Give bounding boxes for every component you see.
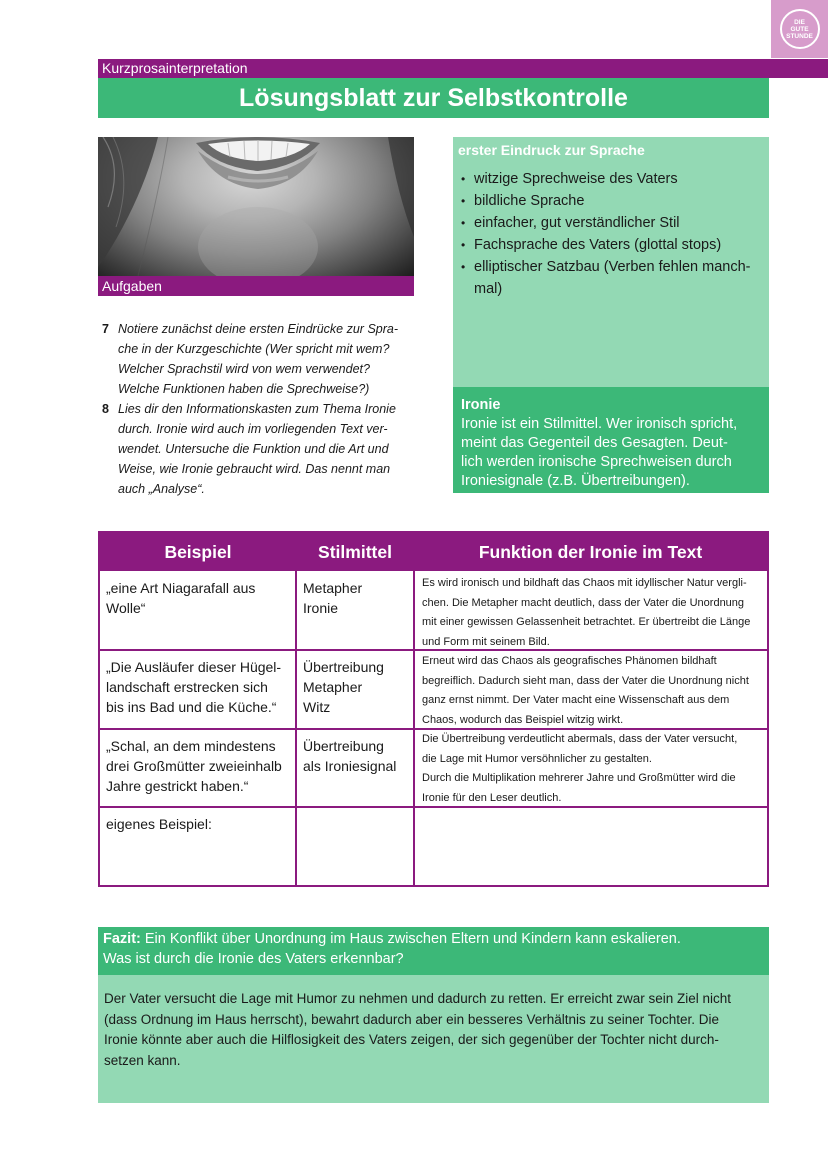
table-cell-device (303, 578, 411, 618)
task-line: Weise, wie Ironie gebraucht wird. Das nennt man (118, 462, 391, 476)
task-line: Lies dir den Informationskasten zum Thema Ironie (118, 402, 396, 416)
cell-line: begreiflich. Dadurch sieht man, dass der Vater die Unordnung nicht (422, 674, 749, 687)
ironie-line: Ironiesignale (z.B. Übertreibungen). (461, 473, 690, 489)
table-cell-device (303, 736, 411, 776)
cell-line: chen. Die Metapher macht deutlich, dass der Vater die Unordnung (422, 596, 745, 609)
logo-line: STUNDE (786, 32, 813, 40)
header-funktion: Funktion der Ironie im Text (478, 542, 703, 562)
task-line: Notiere zunächst deine ersten Eindrücke zur Spra- (118, 322, 399, 336)
fazit-line: Ein Konflikt über Unordnung im Haus zwischen Eltern und Kindern kann eskalieren. (140, 931, 681, 947)
cell-line: Metapher (303, 679, 363, 695)
fazit-question (98, 927, 769, 975)
cell-line: drei Großmütter zweieinhalb (106, 758, 282, 774)
impression-bullet (458, 256, 764, 300)
cell-line: Jahre gestrickt haben.“ (106, 778, 249, 794)
task-line: Welche Funktionen haben die Sprechweise?) (118, 382, 370, 396)
cell-line: Witz (303, 699, 331, 715)
cell-line: als Ironiesignal (303, 758, 397, 774)
task-line: wendet. Untersuche die Funktion und die Art und (118, 442, 389, 456)
logo-badge (780, 9, 820, 49)
ironie-info-box (453, 387, 769, 493)
cell-line: eigenes Beispiel: (106, 816, 212, 832)
cell-line: mit einer gewissen Gelassenheit betrachtet. Er übertreibt die Länge (422, 616, 751, 628)
cell-line: Wolle“ (106, 600, 146, 616)
cell-line: Übertreibung (303, 659, 384, 675)
cell-line: Ironie (303, 600, 339, 616)
cell-line: Chaos, wodurch das Beispiel witzig wirkt. (422, 713, 624, 726)
cell-line: „Die Ausläufer dieser Hügel- (106, 659, 282, 675)
table-cell-example (106, 657, 292, 717)
bullet-text: einfacher, gut verständlicher Stil (474, 215, 680, 231)
task-number: 7 (102, 322, 109, 336)
impression-bullet (458, 168, 764, 190)
answer-line: (dass Ordnung im Haus herrscht), bewahrt dadurch aber ein besseres Verhältnis zu seiner Tochter. Die (104, 1011, 720, 1027)
table-header (100, 533, 767, 571)
bullet-text: mal) (474, 281, 503, 297)
logo (771, 0, 828, 58)
table-cell-example (106, 736, 292, 796)
task-line: auch „Analyse“. (118, 482, 205, 496)
bullet-text: Fachsprache des Vaters (glottal stops) (474, 237, 722, 253)
cell-line: Ironie für den Leser deutlich. (422, 791, 562, 804)
cell-line: Übertreibung (303, 738, 384, 754)
logo-line: DIE (794, 18, 805, 26)
tasks-label: Aufgaben (98, 276, 414, 296)
cell-line: Durch die Multiplikation mehrerer Jahre und Großmütter wird die (422, 772, 736, 784)
answer-line: Ironie könnte aber auch die Hilflosigkeit des Vaters zeigen, der sich gegenüber der Tochter nicht durch- (104, 1032, 719, 1047)
impression-bullet (458, 234, 764, 256)
answer-line: Der Vater versucht die Lage mit Humor zu nehmen und dadurch zu retten. Er erreicht zwar sein Ziel nicht (104, 991, 732, 1006)
irony-table (98, 531, 769, 887)
fazit-label: Fazit: (103, 931, 141, 947)
bullet-text: bildliche Sprache (474, 193, 585, 209)
cell-line: und Form mit seinem Bild. (422, 635, 550, 648)
impression-bullet (458, 212, 764, 234)
answer-line: setzen kann. (104, 1052, 181, 1068)
table-cell-function (422, 574, 766, 652)
task-line: durch. Ironie wird auch im vorliegenden Text ver- (118, 422, 388, 436)
cell-line: Es wird ironisch und bildhaft das Chaos mit idyllischer Natur vergli- (422, 577, 747, 589)
table-cell-function (422, 652, 766, 730)
cell-line: bis ins Bad und die Küche.“ (106, 699, 277, 715)
cell-line: landschaft erstrecken sich (106, 679, 268, 695)
impression-list (458, 168, 764, 300)
impression-heading: erster Eindruck zur Sprache (458, 142, 645, 158)
ironie-line: meint das Gegenteil des Gesagten. Deut- (461, 435, 728, 451)
header-beispiel: Beispiel (164, 542, 232, 562)
cell-line: ganz ernst nimmt. Der Vater macht eine Wissenschaft aus dem (422, 694, 730, 706)
bullet-text: witzige Sprechweise des Vaters (474, 171, 678, 187)
photo-smile (98, 137, 414, 276)
category-bar: Kurzprosainterpretation (98, 59, 828, 78)
ironie-line: Ironie ist ein Stilmittel. Wer ironisch spricht, (461, 416, 738, 432)
fazit-answer (98, 975, 769, 1103)
cell-line: die Lage mit Humor versöhnlicher zu gestalten. (422, 752, 652, 765)
task-line: che in der Kurzgeschichte (Wer spricht mit wem? (118, 342, 390, 356)
task-line: Welcher Sprachstil wird von wem verwendet? (118, 362, 370, 376)
cell-line: „eine Art Niagarafall aus (106, 580, 256, 596)
task-item (102, 399, 404, 499)
header-stilmittel: Stilmittel (318, 542, 392, 562)
table-cell-device (303, 657, 411, 717)
ironie-title: Ironie (461, 397, 501, 413)
bullet-text: elliptischer Satzbau (Verben fehlen manch- (474, 259, 751, 275)
cell-line: Erneut wird das Chaos als geografisches Phänomen bildhaft (422, 655, 717, 667)
ironie-line: lich werden ironische Sprechweisen durch (461, 454, 732, 470)
task-number: 8 (102, 402, 109, 416)
cell-line: Metapher (303, 580, 363, 596)
page-title: Lösungsblatt zur Selbstkontrolle (98, 78, 769, 118)
fazit-line: Was ist durch die Ironie des Vaters erkennbar? (103, 951, 404, 967)
task-item (102, 319, 404, 399)
logo-line: GUTE (790, 25, 809, 33)
cell-line: „Schal, an dem mindestens (106, 738, 276, 754)
impression-bullet (458, 190, 764, 212)
table-cell-example (106, 814, 292, 834)
table-cell-example (106, 578, 292, 618)
table-cell-function (422, 730, 766, 808)
cell-line: Die Übertreibung verdeutlicht abermals, dass der Vater versucht, (422, 733, 738, 745)
impression-box (453, 137, 769, 387)
